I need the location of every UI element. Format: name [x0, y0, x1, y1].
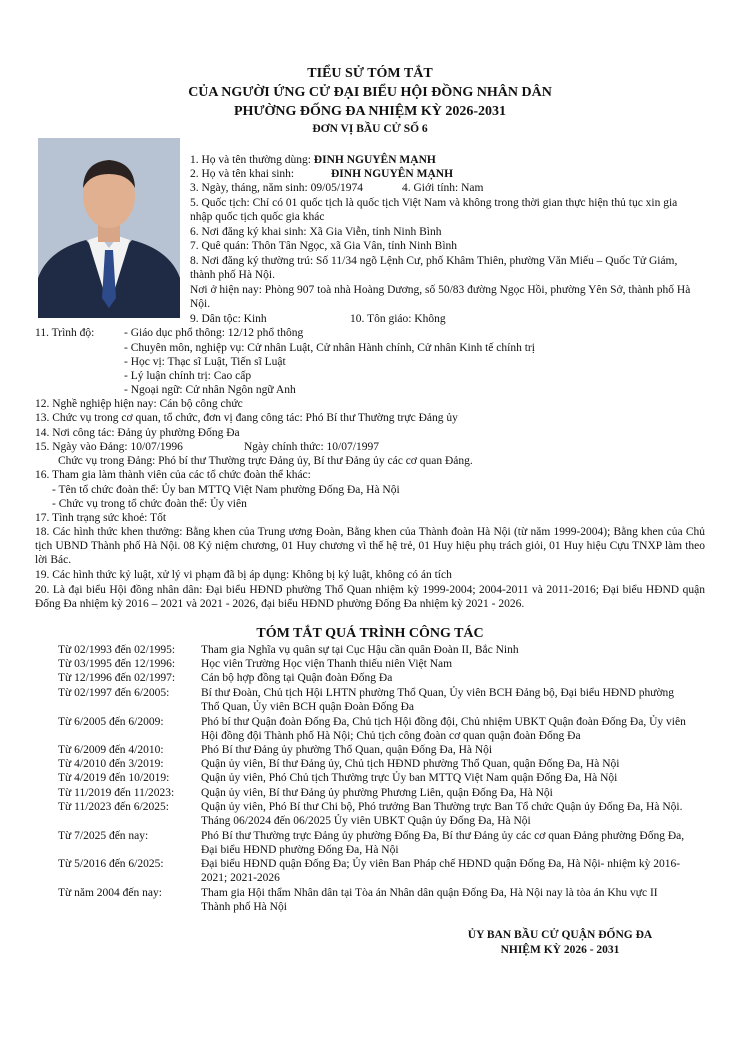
bio-party-official-date: Ngày chính thức: 10/07/1997	[244, 441, 379, 453]
bio-ethnicity: 9. Dân tộc: Kinh	[190, 313, 267, 325]
bio-organization-role: - Chức vụ trong tổ chức đoàn thể: Ủy viên	[52, 498, 247, 510]
career-description: Cán bộ hợp đồng tại Quận đoàn Đống Đa	[201, 672, 393, 684]
career-period: Từ 6/2009 đến 4/2010:	[58, 744, 164, 756]
bio-organization-name: - Tên tổ chức đoàn thể: Ủy ban MTTQ Việt Nam phường Đống Đa, Hà Nội	[52, 484, 400, 496]
bio-current-residence: Nơi ở hiện nay: Phòng 907 toà nhà Hoàng Dương, số 50/83 đường Ngọc Hồi, phường Yên Sở, thành phố Hà Nội.	[190, 284, 691, 310]
bio-occupation: 12. Nghề nghiệp hiện nay: Cán bộ công chức	[35, 398, 243, 410]
bio-hometown: 7. Quê quán: Thôn Tân Ngọc, xã Gia Vân, tỉnh Ninh Bình	[190, 240, 458, 252]
bio-birthdate: 3. Ngày, tháng, năm sinh: 09/05/1974	[190, 182, 364, 194]
bio-nationality: 5. Quốc tịch: Chỉ có 01 quốc tịch là quốc tịch Việt Nam và không trong thời gian thực hiện thủ tục xin gia nhập quốc tịch quốc gia khác	[190, 197, 678, 223]
candidate-photo	[38, 138, 180, 318]
bio-common-name: 1. Họ và tên thường dùng: ĐINH NGUYÊN MẠNH	[190, 154, 436, 166]
bio-education-label: 11. Trình độ:	[35, 327, 95, 339]
bio-position: 13. Chức vụ trong cơ quan, tổ chức, đơn vị đang công tác: Phó Bí thư Thường trực Đảng ủy	[35, 412, 458, 424]
career-period: Từ 4/2019 đến 10/2019:	[58, 772, 170, 784]
career-period: Từ 6/2005 đến 6/2009:	[58, 716, 164, 728]
bio-education-item: - Giáo dục phổ thông: 12/12 phổ thông	[124, 327, 304, 339]
career-period: Từ 5/2016 đến 6/2025:	[58, 858, 164, 870]
portrait-icon	[38, 138, 180, 318]
career-description: Quận ủy viên, Phó Bí thư Chi bộ, Phó trưởng Ban Thường trực Ban Tổ chức Quận ủy Đống Đa, Hà Nội. Tháng 06/2024 đến 06/2025 Ủy viên UBKT Quận ủy Đống Đa, Hà Nội	[201, 801, 683, 827]
career-period: Từ 7/2025 đến nay:	[58, 830, 149, 842]
career-description: Tham gia Nghĩa vụ quân sự tại Cục Hậu cần quân Đoàn II, Bắc Ninh	[201, 644, 519, 656]
career-period: Từ 02/1997 đến 6/2005:	[58, 687, 170, 699]
candidate-name: ĐINH NGUYÊN MẠNH	[313, 154, 436, 166]
bio-organizations: 16. Tham gia làm thành viên của các tổ chức đoàn thể khác:	[35, 469, 311, 481]
career-description: Đại biểu HĐND quận Đống Đa; Ủy viên Ban Pháp chế HĐND quận Đống Đa, Hà Nội- nhiệm kỳ 2016-2021; 2021-2026	[201, 858, 681, 884]
career-description: Tham gia Hội thẩm Nhân dân tại Tòa án Nhân dân quận Đống Đa, Hà Nội nay là tòa án Khu vực II Thành phố Hà Nội	[201, 887, 658, 913]
career-period: Từ 11/2023 đến 6/2025:	[58, 801, 169, 813]
bio-awards: 18. Các hình thức khen thưởng: Bằng khen của Trung ương Đoàn, Bằng khen của Thành đoàn Hà Nội (từ năm 1999-2004); Bằng khen của Chủ tịch UBND Thành phố Hà Nội. 08 Kỷ niệm chương, 01 Huy chương vì thế hệ trẻ, 01 Huy hiệu phụ trách giỏi, 01 Huy hiệu Cựu TNXP làm theo lời Bác.	[35, 526, 705, 566]
career-period: Từ 12/1996 đến 02/1997:	[58, 672, 176, 684]
bio-education-item: - Học vị: Thạc sĩ Luật, Tiến sĩ Luật	[124, 356, 286, 368]
bio-permanent-address: 8. Nơi đăng ký thường trú: Số 11/34 ngõ Lệnh Cư, phố Khâm Thiên, phường Văn Miếu – Quốc Tử Giám, thành phố Hà Nội.	[190, 255, 678, 281]
career-description: Phó bí thư Quận đoàn Đống Đa, Chủ tịch Hội đồng đội, Chủ nhiệm UBKT Quận đoàn Đống Đa, Ủy viên Hội đồng đội Thành phố Hà Nội; Chủ tịch công đoàn cơ quan quận đoàn Đống Đa	[201, 716, 686, 742]
career-description: Phó Bí thư Đảng ủy phường Thổ Quan, quận Đống Đa, Hà Nội	[201, 744, 493, 756]
bio-workplace: 14. Nơi công tác: Đảng ủy phường Đống Đa	[35, 427, 240, 439]
bio-education-item: - Lý luận chính trị: Cao cấp	[124, 370, 252, 382]
issuer-term: NHIỆM KỲ 2026 - 2031	[500, 944, 620, 956]
doc-subtitle: CỦA NGƯỜI ỨNG CỬ ĐẠI BIỂU HỘI ĐỒNG NHÂN DÂN	[188, 85, 552, 100]
career-description: Bí thư Đoàn, Chủ tịch Hội LHTN phường Thổ Quan, Ủy viên BCH Đảng bộ, Đại biểu HĐND phường Thổ Quan, Ủy viên BCH quận Đoàn Đống Đa	[201, 687, 675, 713]
bio-education-item: - Chuyên môn, nghiệp vụ: Cử nhân Luật, Cử nhân Hành chính, Cử nhân Kinh tế chính trị	[124, 342, 535, 354]
bio-health: 17. Tình trạng sức khoẻ: Tốt	[35, 512, 167, 524]
career-period: Từ năm 2004 đến nay:	[58, 887, 162, 899]
bio-party-join-date: 15. Ngày vào Đảng: 10/07/1996	[35, 441, 183, 453]
bio-discipline: 19. Các hình thức kỷ luật, xử lý vi phạm đã bị áp dụng: Không bị kỷ luật, không có án tích	[35, 569, 452, 581]
bio-religion: 10. Tôn giáo: Không	[350, 313, 446, 325]
career-description: Quận ủy viên, Bí thư Đảng ủy phường Phương Liên, quận Đống Đa, Hà Nội	[201, 787, 553, 799]
bio-council-delegate: 20. Là đại biểu Hội đồng nhân dân: Đại biểu HĐND phường Thổ Quan nhiệm kỳ 1999-2004; 2004-2011 và 2011-2016; Đại biểu HĐND quận Đống Đa nhiệm kỳ 2016 – 2021 và 2021 - 2026, đại biểu HĐND phường Đống Đa nhiệm kỳ 2021 - 2026.	[35, 584, 705, 610]
bio-gender: 4. Giới tính: Nam	[402, 182, 484, 194]
career-period: Từ 02/1993 đến 02/1995:	[58, 644, 176, 656]
bio-birth-registration: 6. Nơi đăng ký khai sinh: Xã Gia Viễn, tỉnh Ninh Bình	[190, 226, 442, 238]
issuer-committee: ỦY BAN BẦU CỬ QUẬN ĐỐNG ĐA	[467, 929, 653, 941]
career-description: Học viên Trường Học viện Thanh thiếu niên Việt Nam	[201, 658, 453, 670]
career-period: Từ 03/1995 đến 12/1996:	[58, 658, 176, 670]
career-description: Phó Bí thư Thường trực Đảng ủy phường Đống Đa, Bí thư Đảng ủy các cơ quan Đảng phường Đống Đa, Đại biểu HĐND phường Đống Đa, Hà Nội	[201, 830, 685, 856]
doc-title: TIỂU SỬ TÓM TẮT	[307, 66, 433, 81]
bio-education-item: - Ngoại ngữ: Cử nhân Ngôn ngữ Anh	[124, 384, 296, 396]
career-description: Quận ủy viên, Phó Chủ tịch Thường trực Ủy ban MTTQ Việt Nam quận Đống Đa, Hà Nội	[201, 772, 618, 784]
career-period: Từ 4/2010 đến 3/2019:	[58, 758, 164, 770]
career-title: TÓM TẮT QUÁ TRÌNH CÔNG TÁC	[256, 626, 484, 641]
career-description: Quận ủy viên, Bí thư Đảng ủy, Chủ tịch HĐND phường Thổ Quan, quận Đống Đa, Hà Nội	[201, 758, 620, 770]
bio-birth-name: 2. Họ và tên khai sinh: ĐINH NGUYÊN MẠNH	[190, 168, 454, 180]
doc-ward-term: PHƯỜNG ĐỐNG ĐA NHIỆM KỲ 2026-2031	[233, 104, 507, 119]
career-period: Từ 11/2019 đến 11/2023:	[58, 787, 175, 799]
bio-party-position: Chức vụ trong Đảng: Phó bí thư Thường trực Đảng ủy, Bí thư Đảng ủy các cơ quan Đảng.	[58, 455, 473, 467]
electoral-unit: ĐƠN VỊ BẦU CỬ SỐ 6	[312, 123, 428, 135]
